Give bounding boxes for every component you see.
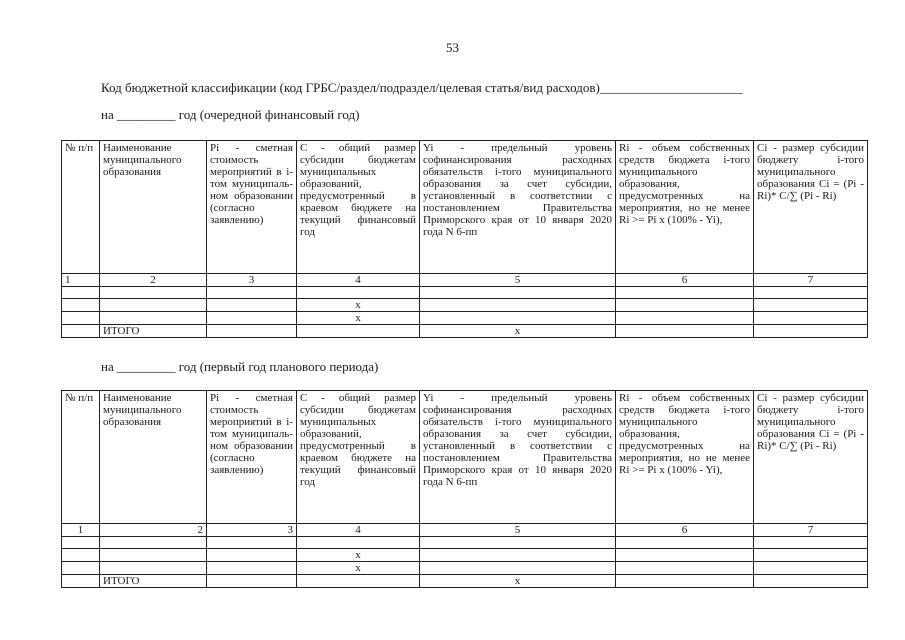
cell (616, 562, 754, 575)
cell (100, 537, 207, 549)
cell (616, 549, 754, 562)
subsidy-table-2 (61, 390, 868, 588)
cell (616, 325, 754, 338)
cell (207, 562, 297, 575)
col-num-6: 6 (616, 274, 754, 287)
col-num-2: 2 (100, 274, 207, 287)
cell (297, 575, 420, 588)
header-row (62, 141, 868, 274)
col-num-5: 5 (420, 274, 616, 287)
total-row (62, 325, 868, 338)
col-num-1: 1 (62, 524, 100, 537)
col-num-4: 4 (297, 274, 420, 287)
header-ci: Ci - размер субсидии бюджету i-того муниципального образования Ci = (Pi - Ri)* C/∑ (Pi - Ri) (754, 391, 868, 524)
header-pi: Pi - сметная стоимость мероприятий в i-том муниципаль-ном образовании (согласно заявлению) (207, 391, 297, 524)
cell (62, 325, 100, 338)
table-row (62, 537, 868, 549)
budget-code-line: Код бюджетной классификации (код ГРБС/раздел/подраздел/целевая статья/вид расходов)______________________ (101, 80, 743, 95)
cell (616, 287, 754, 299)
column-numbers-row (62, 274, 868, 287)
col-num-2: 2 (100, 524, 207, 537)
subsidy-table-1 (61, 140, 868, 338)
cell (207, 325, 297, 338)
col-num-3: 3 (207, 274, 297, 287)
cell: x (297, 299, 420, 312)
cell: x (297, 549, 420, 562)
cell (420, 562, 616, 575)
header-ri: Ri - объем собственных средств бюджета i-того муниципального образования, предусмотренных на мероприятия, но не менее Ri >= Pi x (100% - Yi), (616, 141, 754, 274)
cell (616, 575, 754, 588)
table-row (62, 299, 868, 312)
cell (420, 312, 616, 325)
table-row (62, 562, 868, 575)
header-number: № п/п (62, 391, 100, 524)
col-num-5: 5 (420, 524, 616, 537)
cell (100, 299, 207, 312)
col-num-3: 3 (207, 524, 297, 537)
total-row (62, 575, 868, 588)
cell (62, 575, 100, 588)
header-row (62, 391, 868, 524)
cell (207, 537, 297, 549)
table-row (62, 287, 868, 299)
cell (207, 549, 297, 562)
header-pi: Pi - сметная стоимость мероприятий в i-том муниципаль-ном образовании (согласно заявлению) (207, 141, 297, 274)
col-num-1: 1 (62, 274, 100, 287)
cell (100, 549, 207, 562)
cell (297, 325, 420, 338)
cell (297, 287, 420, 299)
cell (207, 312, 297, 325)
cell: x (297, 562, 420, 575)
cell (100, 562, 207, 575)
total-mark: x (420, 575, 616, 588)
header-c: C - общий размер субсидии бюджетам муниципальных образований, предусмотренный в краевом бюджете на текущий финансовый год (297, 141, 420, 274)
cell (62, 537, 100, 549)
cell (420, 549, 616, 562)
cell (616, 312, 754, 325)
cell (62, 312, 100, 325)
cell: x (297, 312, 420, 325)
header-yi: Yi - предельный уровень софинансирования расходных обязательств i-того муниципального образования за счет субсидии, установленный в соответствии с постановлением Правительства Приморского края от 10 января 2020 года N 6-пп (420, 391, 616, 524)
table-row (62, 549, 868, 562)
year-label-2: на _________ год (первый год планового периода) (101, 359, 379, 374)
year-label-1: на _________ год (очередной финансовый год) (101, 107, 360, 122)
cell (420, 287, 616, 299)
header-municipality: Наименование муниципального образования (100, 391, 207, 524)
cell (207, 287, 297, 299)
col-num-7: 7 (754, 524, 868, 537)
cell (62, 299, 100, 312)
cell (616, 537, 754, 549)
header-ci: Ci - размер субсидии бюджету i-того муниципального образования Ci = (Pi - Ri)* C/∑ (Pi - Ri) (754, 141, 868, 274)
cell (754, 549, 868, 562)
cell (62, 287, 100, 299)
cell (207, 299, 297, 312)
header-ri: Ri - объем собственных средств бюджета i-того муниципального образования, предусмотренных на мероприятия, но не менее Ri >= Pi x (100% - Yi), (616, 391, 754, 524)
cell (754, 562, 868, 575)
cell (754, 325, 868, 338)
cell (100, 287, 207, 299)
total-mark: x (420, 325, 616, 338)
cell (62, 549, 100, 562)
cell (754, 287, 868, 299)
cell (754, 537, 868, 549)
cell (616, 299, 754, 312)
col-num-6: 6 (616, 524, 754, 537)
column-numbers-row (62, 524, 868, 537)
col-num-4: 4 (297, 524, 420, 537)
col-num-7: 7 (754, 274, 868, 287)
cell (100, 312, 207, 325)
cell (754, 575, 868, 588)
cell (297, 537, 420, 549)
header-municipality: Наименование муниципального образования (100, 141, 207, 274)
table-row (62, 312, 868, 325)
cell (207, 575, 297, 588)
total-label: ИТОГО (100, 575, 207, 588)
total-label: ИТОГО (100, 325, 207, 338)
cell (754, 312, 868, 325)
cell (62, 562, 100, 575)
cell (420, 299, 616, 312)
cell (754, 299, 868, 312)
header-number: № п/п (62, 141, 100, 274)
cell (420, 537, 616, 549)
header-yi: Yi - предельный уровень софинансирования расходных обязательств i-того муниципального образования за счет субсидии, установленный в соответствии с постановлением Правительства Приморского края от 10 января 2020 года N 6-пп (420, 141, 616, 274)
header-c: C - общий размер субсидии бюджетам муниципальных образований, предусмотренный в краевом бюджете на текущий финансовый год (297, 391, 420, 524)
page-number: 53 (446, 40, 459, 55)
